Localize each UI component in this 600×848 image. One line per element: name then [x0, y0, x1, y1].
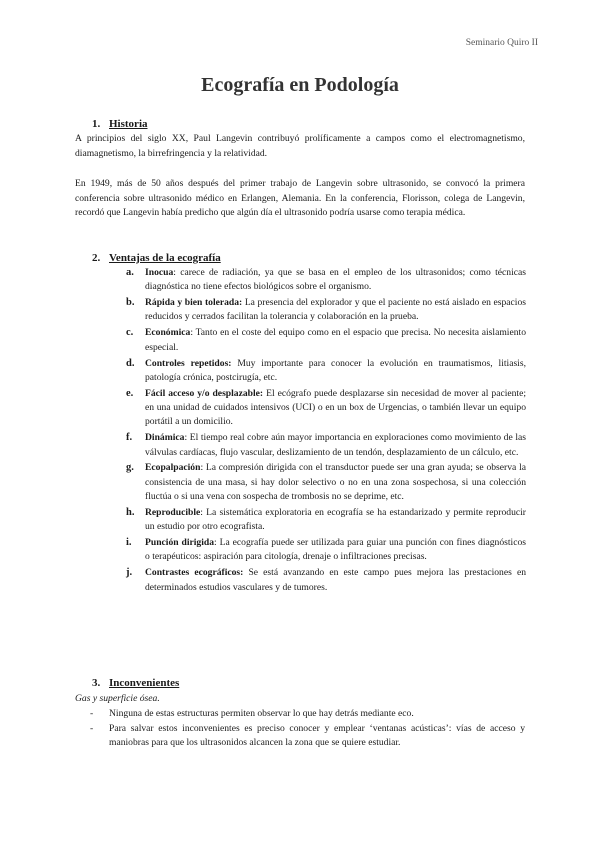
item-letter: h.	[126, 506, 135, 518]
item-text: : La ecografía puede ser utilizada para guiar una punción con fines diagnósticos o terapéuticos: aspiración para citología, drenaje o infiltraciones precisas.	[145, 537, 526, 563]
page-title: Ecografía en Podología	[201, 74, 399, 96]
item-letter: i.	[126, 537, 132, 549]
item-letter: f.	[126, 432, 133, 444]
item-term: Controles repetidos:	[145, 357, 232, 369]
item-term: Económica	[145, 327, 191, 339]
section-heading-historia	[92, 118, 148, 130]
list-item	[126, 296, 526, 325]
item-letter: g.	[126, 462, 134, 474]
list-item	[126, 326, 526, 355]
item-term: Ecopalpación	[145, 462, 201, 474]
item-term: Rápida y bien tolerada:	[145, 297, 243, 309]
bullet-text: Ninguna de estas estructuras permiten observar lo que hay detrás mediante eco.	[109, 708, 414, 719]
item-text: : carece de radiación, ya que se basa en el empleo de los ultrasonidos; como técnicas diagnóstica no tiene efectos biológicos sobre el organismo.	[145, 267, 526, 293]
dash-bullet: -	[90, 708, 94, 719]
list-item	[126, 506, 526, 535]
section-subtitle: Gas y superficie ósea.	[75, 693, 160, 704]
item-term: Punción dirigida	[145, 537, 215, 549]
item-letter: b.	[126, 297, 135, 309]
section-number: 2.	[92, 252, 101, 264]
list-item	[126, 461, 526, 504]
list-item	[126, 357, 526, 386]
item-letter: j.	[126, 567, 133, 579]
bullet-item	[90, 707, 525, 721]
section-title: Ventajas de la ecografía	[109, 252, 221, 264]
item-letter: c.	[126, 327, 134, 339]
section-title: Historia	[109, 118, 148, 130]
list-item	[126, 387, 526, 430]
bullet-item	[90, 722, 525, 751]
item-text: El ecógrafo puede desplazarse sin necesidad de mover al paciente; en una unidad de cuidados intensivos (UCI) o en un box de Urgencias, o también llevar un equipo portátil a un domicilio.	[145, 387, 527, 428]
advantages-list	[126, 266, 526, 596]
list-item	[126, 431, 526, 460]
item-text: : La compresión dirigida con el transductor puede ser una gran ayuda; se observa la consistencia de una masa, si hay dolor selectivo o no en una zona sospechosa, si una colección fluctúa o si una vena con sospecha de trombosis no se deprime, etc.	[145, 462, 526, 503]
list-item	[126, 566, 526, 595]
section-number: 1.	[92, 118, 101, 130]
item-term: Fácil acceso y/o desplazable:	[145, 387, 264, 399]
section-heading-ventajas	[92, 252, 221, 264]
item-letter: a.	[126, 267, 134, 278]
item-term: Reproducible	[145, 506, 201, 518]
dash-bullet: -	[90, 723, 94, 734]
item-term: Dinámica	[145, 432, 185, 444]
paragraph: En 1949, más de 50 años después del primer trabajo de Langevin sobre ultrasonido, se convocó la primera conferencia sobre ultrasonido médico en Erlangen, Alemania. En la conferencia, Florisson, colega de Langevin, recordó que Langevin había predicho que algún día el ultrasonido podría usarse como terapia médica.	[75, 178, 525, 219]
section-number: 3.	[92, 677, 101, 689]
item-text: : El tiempo real cobre aún mayor importancia en exploraciones como movimiento de las válvulas cardíacas, flujo vascular, deslizamiento de un tendón, desplazamiento de un cálculo, etc.	[145, 432, 526, 458]
item-letter: e.	[126, 387, 134, 399]
section-title: Inconvenientes	[109, 677, 180, 689]
bullet-text: Para salvar estos inconvenientes es preciso conocer y emplear ‘ventanas acústicas’: vías de acceso y maniobras para que los ultrasonidos alcancen la zona que se quiere estudiar.	[109, 723, 525, 749]
item-text: Muy importante para conocer la evolución en traumatismos, litiasis, patología crónica, postcirugía, etc.	[145, 357, 526, 383]
item-text: Se está avanzando en este campo pues mejora las prestaciones en determinados estudios vasculares y de tumores.	[145, 567, 526, 593]
item-term: Contrastes ecográficos:	[145, 567, 244, 579]
item-text: : Tanto en el coste del equipo como en el espacio que precisa. No necesita aislamiento especial.	[145, 327, 526, 353]
list-item	[126, 266, 526, 295]
item-letter: d.	[126, 357, 135, 369]
list-item	[126, 536, 526, 565]
paragraph: A principios del siglo XX, Paul Langevin contribuyó prolíficamente a campos como el electromagnetismo, diamagnetismo, la birrefringencia y la relatividad.	[75, 133, 525, 159]
section-heading-inconvenientes	[92, 677, 179, 689]
item-term: Inocua	[145, 267, 174, 278]
item-text: La presencia del explorador y que el paciente no está aislado en espacios reducidos y cerrados facilitan la tolerancia y colaboración en la prueba.	[145, 297, 526, 323]
running-header: Seminario Quiro II	[465, 38, 538, 48]
item-text: : La sistemática exploratoria en ecografía se ha estandarizado y permite reproducir un estudio por otro ecografista.	[145, 506, 526, 533]
